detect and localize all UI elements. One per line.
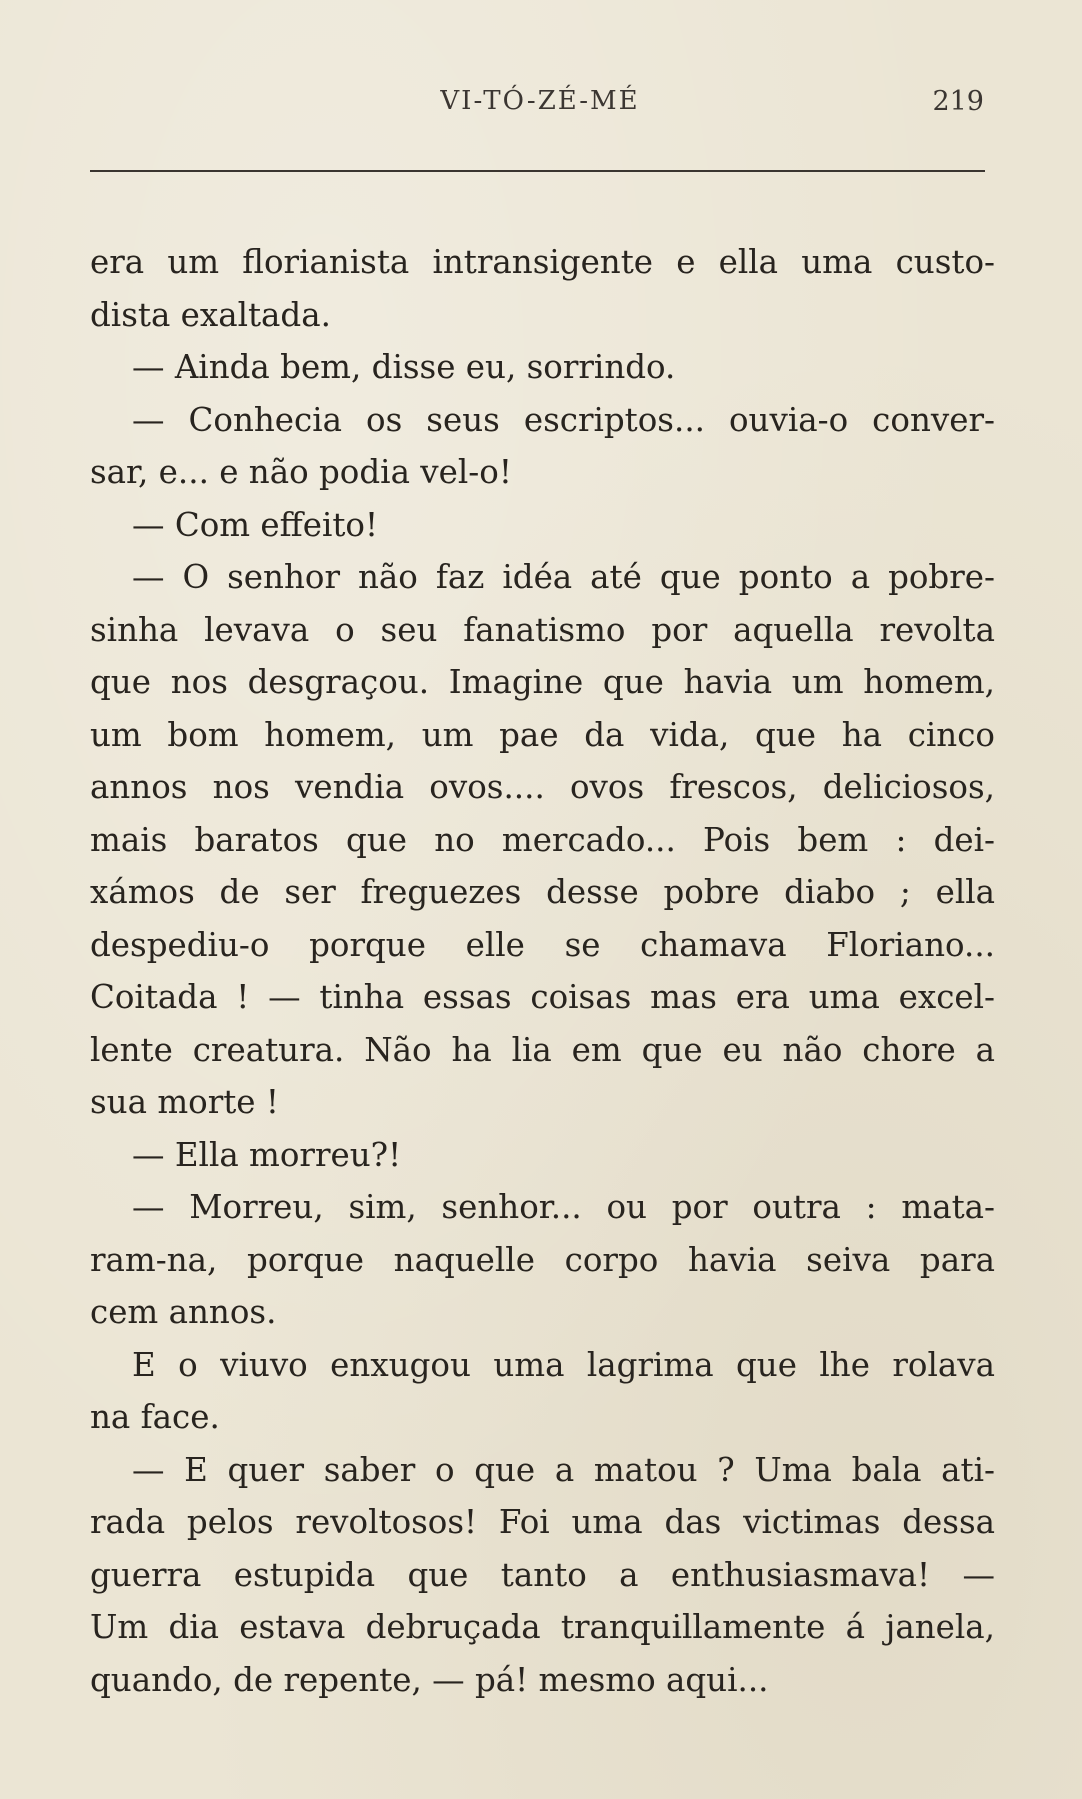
text-line: que nos desgraçou. Imagine que havia um homem, bbox=[90, 663, 995, 701]
text-line: era um florianista intransigente e ella uma custo- bbox=[90, 243, 995, 281]
running-head bbox=[0, 86, 1082, 126]
text-line: lente creatura. Não ha lia em que eu não chore a bbox=[90, 1030, 995, 1069]
text-line: quando, de repente, — pá! mesmo aqui... bbox=[90, 1660, 769, 1699]
text-line: Um dia estava debruçada tranquillamente á janela, bbox=[90, 1608, 995, 1646]
page-number: 219 bbox=[932, 86, 984, 117]
text-line: — Morreu, sim, senhor... ou por outra : mata- bbox=[132, 1188, 995, 1226]
text-line: despediu-o porque elle se chamava Floriano... bbox=[90, 925, 995, 964]
text-line: sua morte ! bbox=[90, 1083, 279, 1121]
text-line: — Ella morreu?! bbox=[132, 1135, 402, 1174]
text-line: sinha levava o seu fanatismo por aquella revolta bbox=[90, 610, 995, 649]
text-line: ram-na, porque naquelle corpo havia seiva para bbox=[90, 1240, 995, 1279]
text-line: na face. bbox=[90, 1398, 220, 1436]
text-line: rada pelos revoltosos! Foi uma das victimas dessa bbox=[90, 1503, 995, 1541]
text-line: Coitada ! — tinha essas coisas mas era uma excel- bbox=[90, 978, 995, 1016]
text-line: — E quer saber o que a matou ? Uma bala ati- bbox=[132, 1450, 995, 1489]
text-line: mais baratos que no mercado... Pois bem : dei- bbox=[90, 820, 995, 859]
header-rule bbox=[90, 170, 985, 172]
text-line: annos nos vendia ovos.... ovos frescos, deliciosos, bbox=[90, 768, 995, 806]
running-title: VI-TÓ-ZÉ-MÉ bbox=[440, 86, 640, 116]
text-line: E o viuvo enxugou uma lagrima que lhe rolava bbox=[132, 1345, 995, 1384]
text-line: xámos de ser freguezes desse pobre diabo ; ella bbox=[90, 873, 995, 911]
body-text bbox=[90, 236, 995, 1706]
text-line: — Conhecia os seus escriptos... ouvia-o conver- bbox=[132, 400, 995, 439]
text-line: dista exaltada. bbox=[90, 295, 331, 334]
text-line: sar, e... e não podia vel-o! bbox=[90, 453, 512, 491]
text-line: — Com effeito! bbox=[132, 505, 379, 544]
text-line: — O senhor não faz idéa até que ponto a pobre- bbox=[132, 558, 995, 596]
text-line: — Ainda bem, disse eu, sorrindo. bbox=[132, 348, 676, 386]
text-line: guerra estupida que tanto a enthusiasmava! — bbox=[90, 1555, 995, 1594]
text-line: um bom homem, um pae da vida, que ha cinco bbox=[90, 715, 995, 754]
text-line: cem annos. bbox=[90, 1293, 277, 1331]
